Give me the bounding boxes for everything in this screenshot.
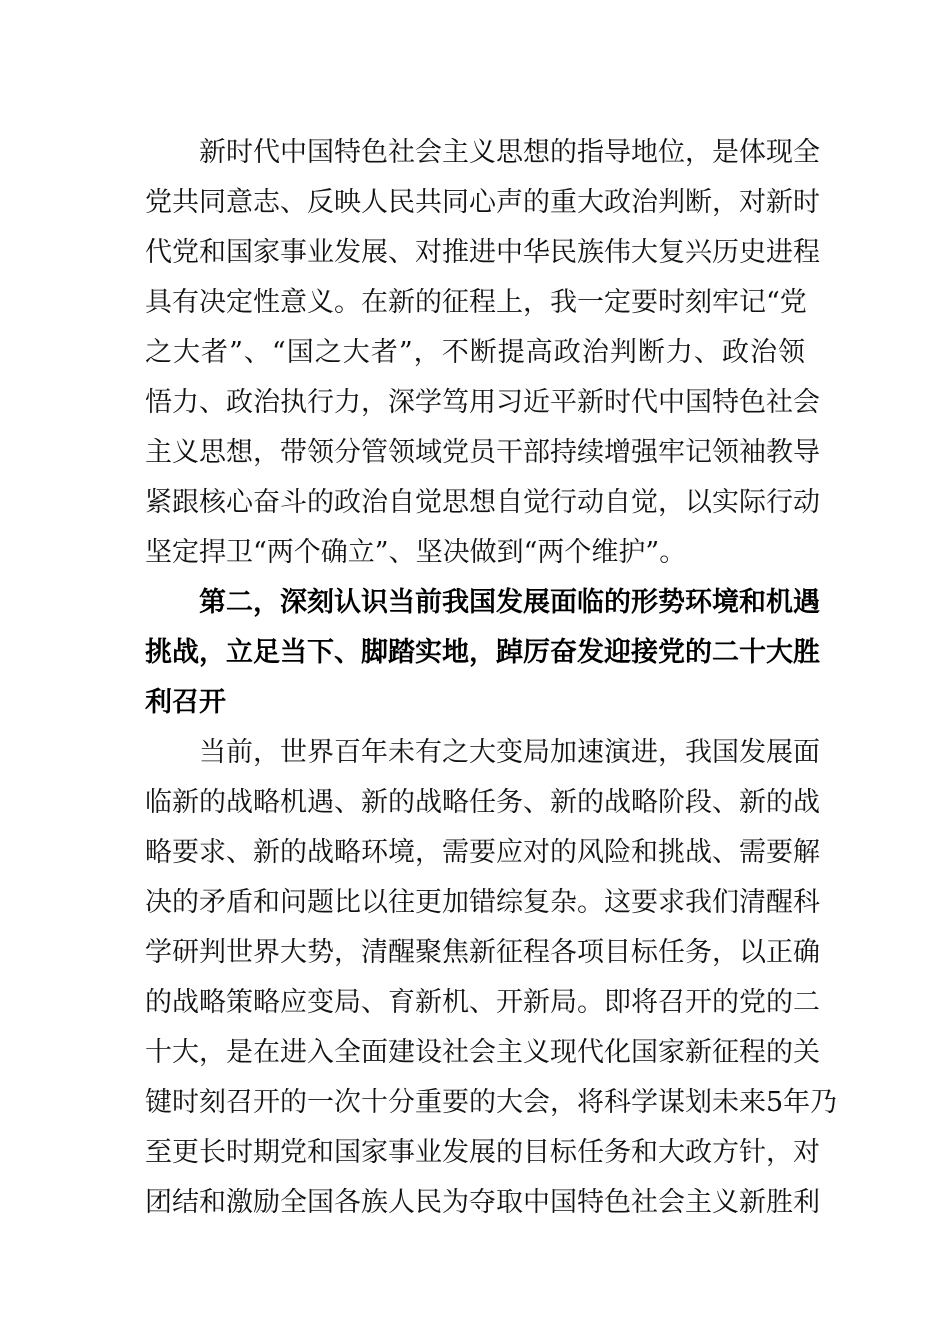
- paragraph-line: 决的矛盾和问题比以往更加错综复杂。这要求我们清醒科: [145, 887, 820, 918]
- paragraph-line: 坚定捍卫“两个确立”、坚决做到“两个维护”。: [145, 537, 687, 568]
- paragraph-line: 党共同意志、反映人民共同心声的重大政治判断，对新时: [145, 187, 820, 218]
- paragraph-line: 略要求、新的战略环境，需要应对的风险和挑战、需要解: [145, 837, 820, 868]
- paragraph-line: 临新的战略机遇、新的战略任务、新的战略阶段、新的战: [145, 787, 820, 818]
- heading-line: 挑战，立足当下、脚踏实地，踔厉奋发迎接党的二十大胜: [145, 637, 820, 668]
- paragraph-line: 新时代中国特色社会主义思想的指导地位，是体现全: [199, 137, 820, 168]
- heading-line: 利召开: [145, 687, 226, 718]
- paragraph-line: 悟力、政治执行力，深学笃用习近平新时代中国特色社会: [145, 387, 820, 418]
- paragraph-line: 具有决定性意义。在新的征程上，我一定要时刻牢记“党: [145, 287, 807, 318]
- paragraph-line: 之大者”、“国之大者”，不断提高政治判断力、政治领: [145, 337, 805, 368]
- paragraph-line: 紧跟核心奋斗的政治自觉思想自觉行动自觉，以实际行动: [145, 487, 820, 518]
- paragraph-line: 至更长时期党和国家事业发展的目标任务和大政方针，对: [145, 1137, 820, 1168]
- paragraph-line: 的战略策略应变局、育新机、开新局。即将召开的党的二: [145, 987, 820, 1018]
- paragraph-line: 团结和激励全国各族人民为夺取中国特色社会主义新胜利: [145, 1187, 820, 1218]
- paragraph-line: 十大，是在进入全面建设社会主义现代化国家新征程的关: [145, 1037, 820, 1068]
- paragraph-line: 当前，世界百年未有之大变局加速演进，我国发展面: [199, 737, 820, 768]
- heading-line: 第二，深刻认识当前我国发展面临的形势环境和机遇: [199, 587, 820, 618]
- paragraph-line: 键时刻召开的一次十分重要的大会，将科学谋划未来5年乃: [145, 1087, 838, 1118]
- paragraph-line: 学研判世界大势，清醒聚焦新征程各项目标任务，以正确: [145, 937, 820, 968]
- paragraph-line: 主义思想，带领分管领域党员干部持续增强牢记领袖教导: [145, 437, 820, 468]
- paragraph-line: 代党和国家事业发展、对推进中华民族伟大复兴历史进程: [145, 237, 820, 268]
